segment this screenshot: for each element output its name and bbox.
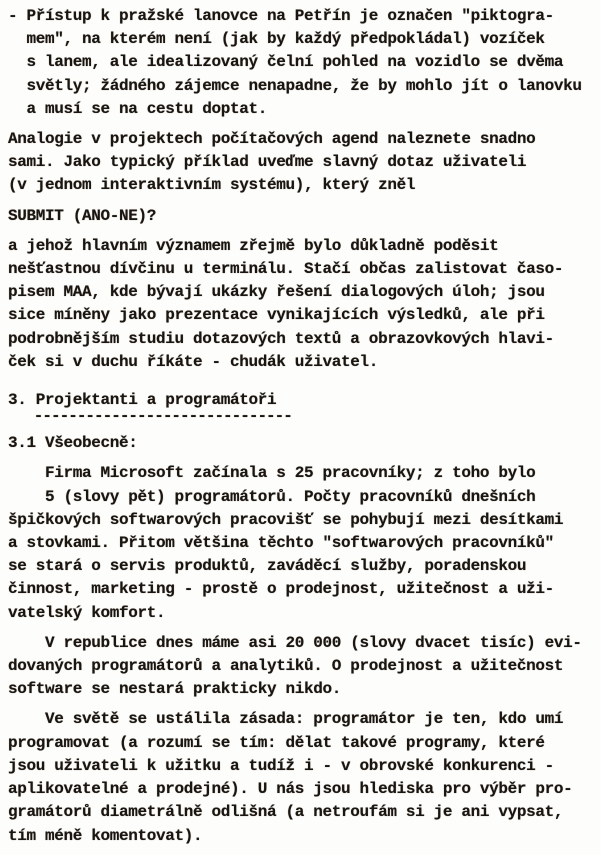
- text-line: špičkových softwarových pracovišť se pohybují mezi desítkami: [8, 510, 564, 529]
- text-line: světly; žádného zájemce nenapadne, že by mohlo jít o lanovku: [8, 76, 582, 95]
- text-line: Ve světě se ustálila zásada: programátor je ten, kdo umí: [8, 710, 564, 729]
- text-line: SUBMIT (ANO-NE)?: [8, 206, 157, 225]
- text-line: podrobnějším studiu dotazových textů a obrazovkových hlavi-: [8, 329, 554, 348]
- paragraph-firma-microsoft: [8, 462, 601, 624]
- typed-text-body: [8, 5, 601, 848]
- text-line: V republice dnes máme asi 20 000 (slovy dvacet tisíc) evi-: [8, 633, 582, 652]
- text-line: a musí se na cestu doptat.: [8, 99, 268, 118]
- text-line: činnost, marketing - prostě o prodejnost, užitečnost a uži-: [8, 580, 554, 599]
- text-line: 3. Projektanti a programátoři: [8, 391, 277, 410]
- text-line: aplikovatelné a prodejné). U nás jsou hlediska pro výběr pro-: [8, 780, 573, 799]
- text-line: mem", na kterém není (jak by každý předpokládal) vozíček: [8, 30, 545, 49]
- paragraph-analogie: [8, 128, 601, 198]
- text-line: sami. Jako typický příklad uveďme slavný dotaz uživateli: [8, 153, 527, 172]
- text-line: - Přístup k pražské lanovce na Petřín je označen "piktogra-: [8, 7, 554, 25]
- text-line: 5 (slovy pět) programátorů. Počty pracovníků dnešních: [8, 487, 536, 506]
- text-line: software se nestará prakticky nikdo.: [8, 680, 342, 699]
- text-line: jsou uživateli k užitku a tudíž i - v obrovské konkurenci -: [8, 756, 554, 775]
- text-line: tím méně komentovat).: [8, 826, 203, 845]
- text-line: programovat (a rozumí se tím: dělat takové programy, které: [8, 733, 545, 752]
- text-line: a stovkami. Přitom většina těchto "softwarových pracovníků": [8, 534, 554, 553]
- bullet-paragraph-pictogram: [8, 5, 601, 121]
- text-line: s lanem, ale idealizovaný čelní pohled na vozidlo se dvěma: [8, 53, 564, 72]
- text-line: a jehož hlavním významem zřejmě bylo důkladně poděsit: [8, 236, 499, 255]
- paragraph-submit-query: [8, 205, 601, 228]
- paragraph-v-republice: [8, 632, 601, 702]
- text-line: se stará o servis produktů, zaváděcí služby, poradenskou: [8, 557, 527, 576]
- text-line: dovaných programátorů a analytiků. O prodejnost a užitečnost: [8, 657, 564, 676]
- text-line: sice míněny jako prezentace vynikajících výsledků, ale při: [8, 306, 545, 325]
- paragraph-ve-svete: [8, 708, 601, 847]
- text-line: nešťastnou dívčinu u terminálu. Stačí občas zalistovat časo-: [8, 260, 564, 279]
- text-line: (v jednom interaktivním systému), který zněl: [8, 176, 416, 195]
- paragraph-a-jehoz: [8, 235, 601, 374]
- text-line: Analogie v projektech počítačových agend naleznete snadno: [8, 130, 536, 149]
- text-line: pisem MAA, kde bývají ukázky řešení dialogových úloh; jsou: [8, 283, 545, 302]
- subsection-heading: [8, 432, 601, 455]
- text-line: gramátorů diametrálně odlišná (a netroufám si je ani vypsat,: [8, 803, 564, 822]
- text-line: vatelský komfort.: [8, 603, 166, 622]
- heading-underline: ------------------------------: [8, 407, 292, 426]
- text-line: Firma Microsoft začínala s 25 pracovníky; z toho bylo: [8, 464, 536, 483]
- section-heading: [8, 389, 601, 426]
- text-line: ček si v duchu říkáte - chudák uživatel.: [8, 352, 379, 371]
- text-line: 3.1 Všeobecně:: [8, 434, 138, 453]
